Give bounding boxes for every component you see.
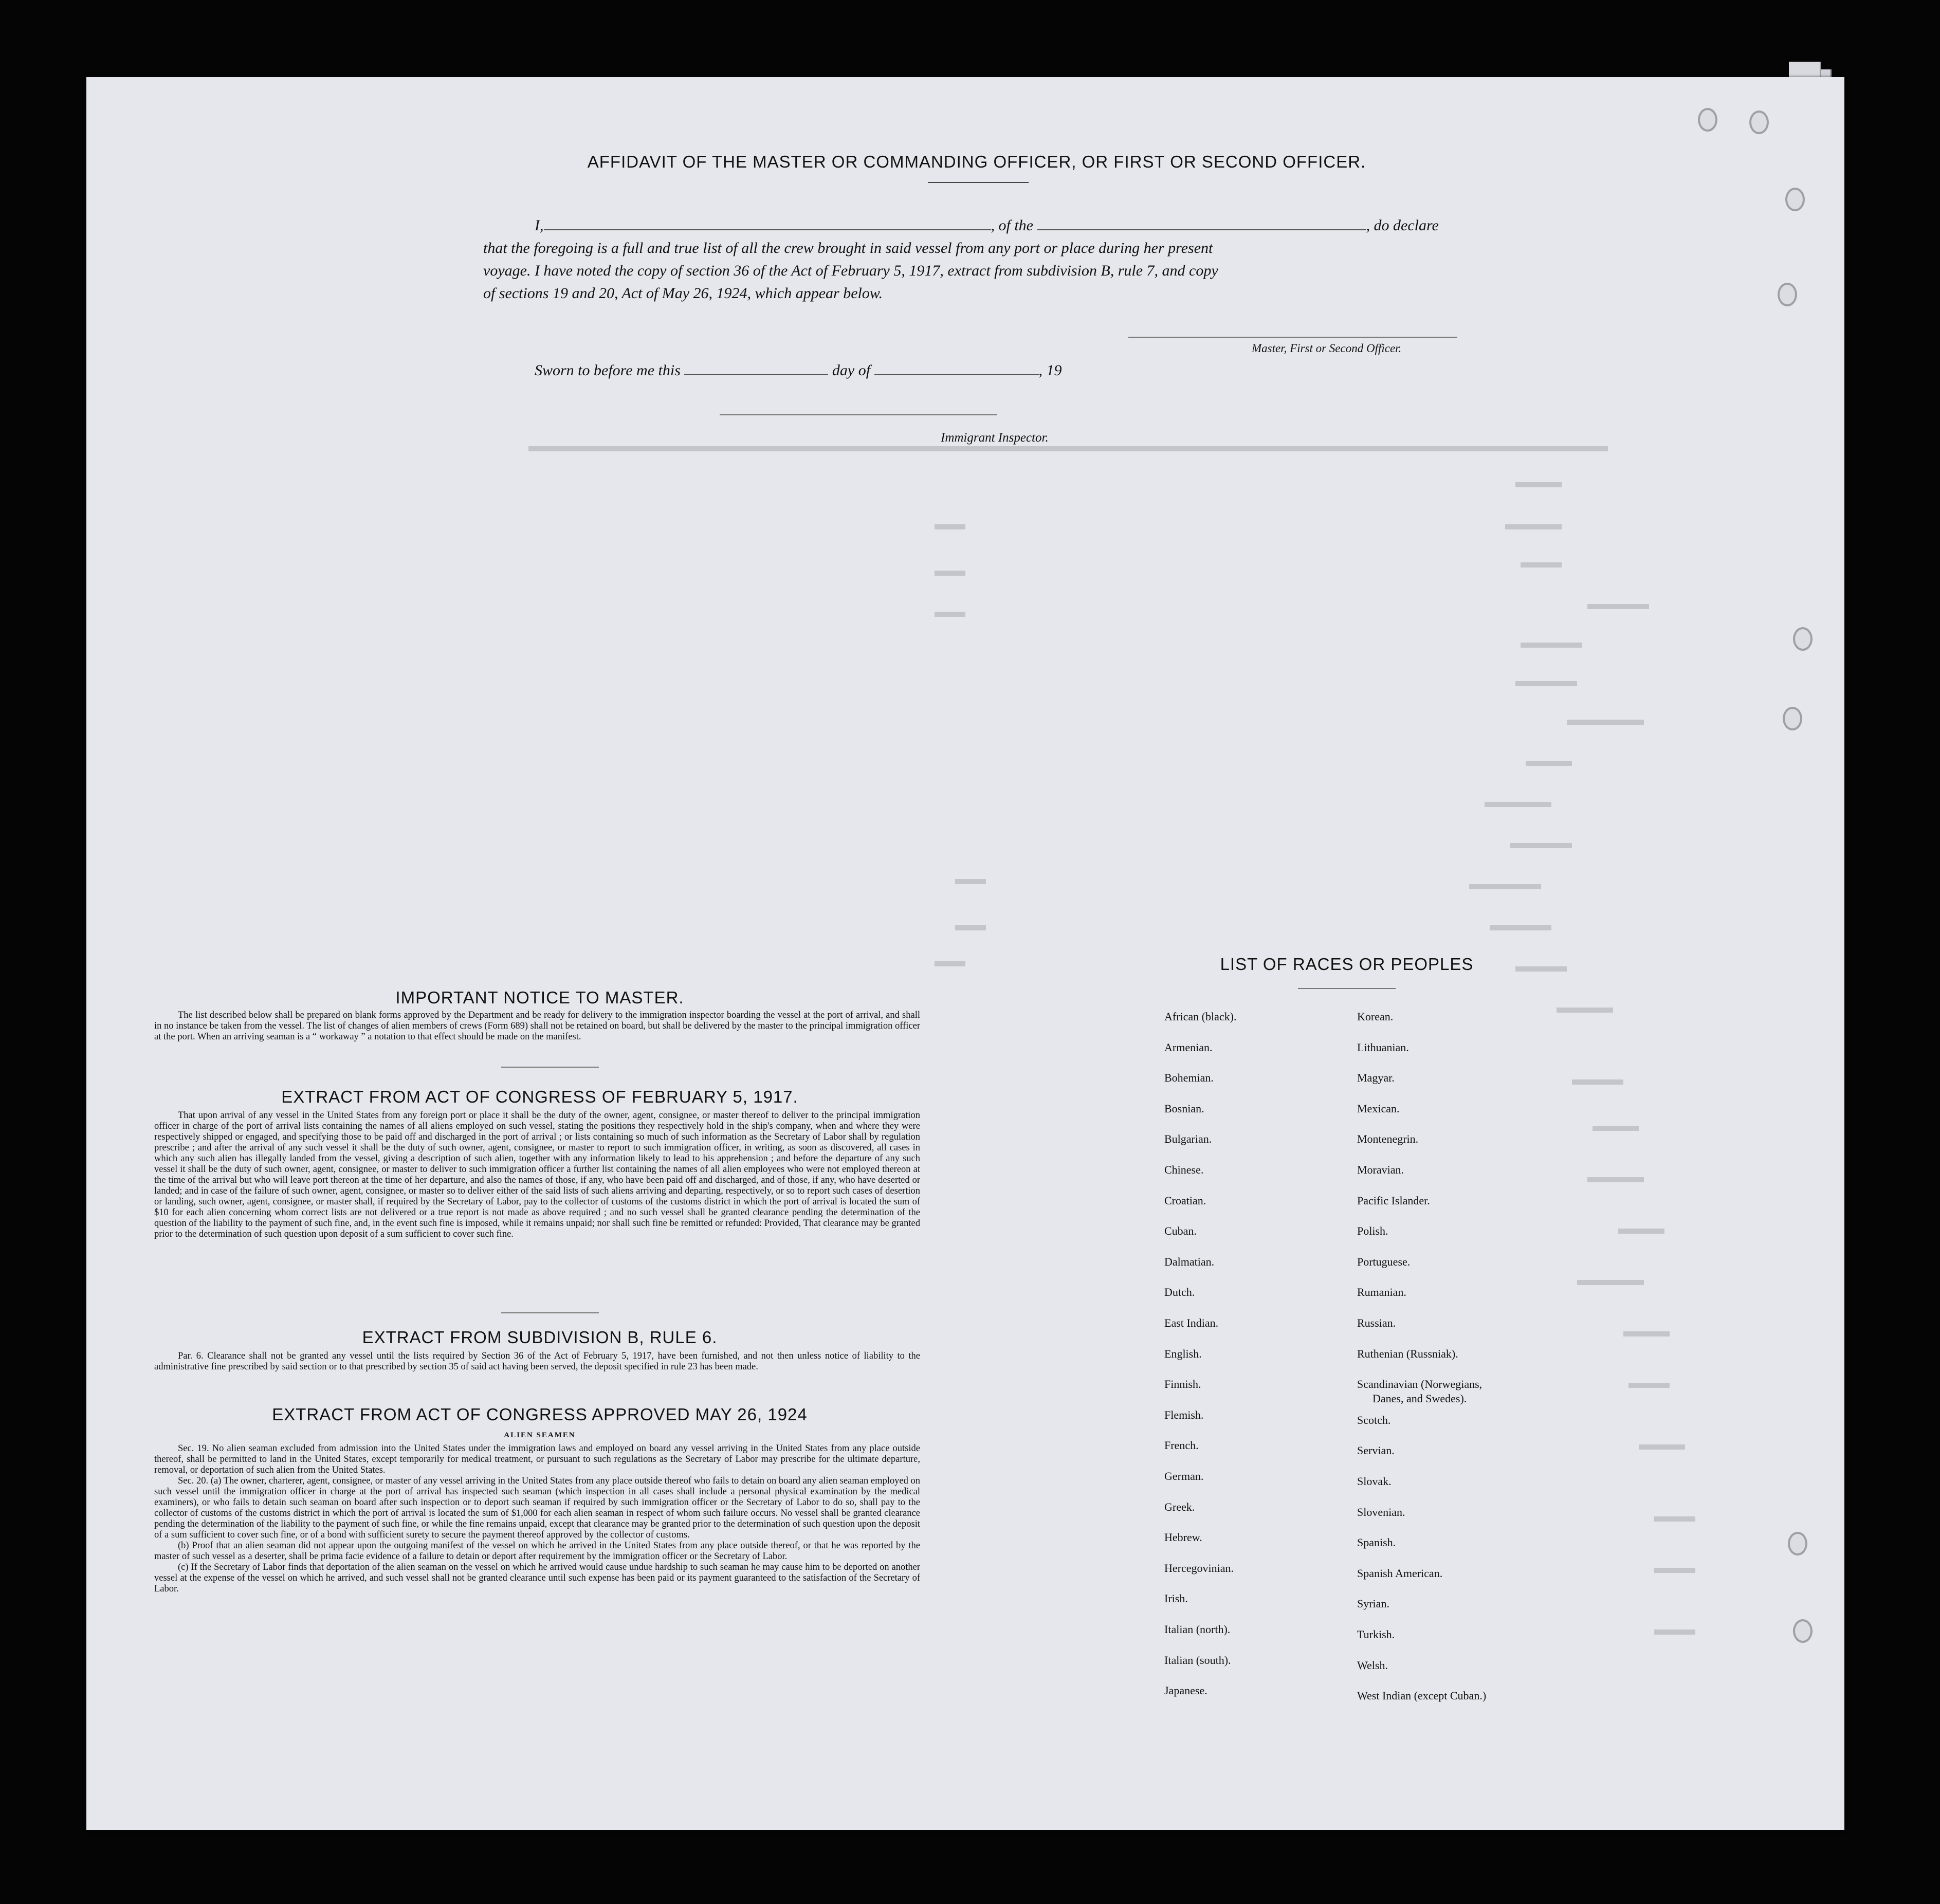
day-of-label: day of — [832, 362, 871, 379]
name-blank — [544, 216, 991, 230]
section-19-paragraph: Sec. 19. No alien seaman excluded from admission into the United States under the immigration laws and employed on board any vessel arriving in the United States from any place outside thereof, shall be permitted to land in the United States, except temporarily for medical treatment, or pursuant to such regulations as the Secretary of Labor may prescribe for the ultimate departure, removal, or deportation of such alien from the United States. — [154, 1443, 920, 1475]
section-20a-paragraph: Sec. 20. (a) The owner, charterer, agent, consignee, or master of any vessel arriving in the United States from any place outside thereof who fails to detain on board any alien seaman employed on such vessel until the immigration officer in charge at the port of arrival has inspected such seaman (which inspection in all cases shall include a personal physical examination by the medical examiners), or who fails to detain such seaman on board after such inspection or to deport such seaman if required by such immigration officer or the Secretary of Labor to do so, shall pay to the collector of customs of the customs district in which the port of arrival is located the sum of $1,000 for each alien seaman in respect of whom such failure occurs. No vessel shall be granted clearance pending the determination of the liability to the payment of such fine, or while the fine remains unpaid, except that clearance may be granted prior to the determination of such question upon the deposit of a sum sufficient to cover such fine, or of a bond with sufficient surety to secure the payment thereof approved by the collector of customs. — [154, 1476, 920, 1540]
race-item: Korean. — [1357, 1010, 1394, 1023]
extract-1924-title: EXTRACT FROM ACT OF CONGRESS APPROVED MAY 26, 1924 — [272, 1405, 808, 1424]
extract-rule6-text — [154, 1351, 920, 1372]
divider — [928, 182, 1029, 183]
day-blank — [684, 361, 828, 375]
i-label: I, — [535, 217, 544, 234]
binder-hole — [1698, 108, 1717, 132]
race-item: Chinese. — [1164, 1163, 1204, 1176]
section-36-paragraph: That upon arrival of any vessel in the United States from any foreign port or place it shall be the duty of the owner, agent, consignee, or master thereof to deliver to the principal immigration officer in charge of the port of arrival lists containing the names of all aliens employed on such vessel, stating the positions they respectively hold in the ship's company, when and where they were respectively shipped or engaged, and specifying those to be paid off and discharged in the port of arrival ; or lists containing so much of such information as the Secretary of Labor shall by regulation prescribe ; and after the arrival of any such vessel it shall be the duty of such owner, agent, consignee, or master to report to such immigration officer, in writing, as soon as discovered, all cases in which any such alien has illegally landed from the vessel, giving a description of such alien, together with any information likely to lead to his apprehension ; and before the departure of any such vessel it shall be the duty of such owner, agent, consignee, or master to deliver to such immigration officer a further list containing the names of all alien employees who were not employed thereon at the time of the arrival but who will leave port thereon at the time of her departure, and also the names of those, if any, who have been paid off and discharged, and of those, if any, who have deserted or landed; and in case of the failure of such owner, agent, consignee, or master so to deliver either of the said lists of such aliens arriving and departing, respectively, or so to report such cases of desertion or landing, such owner, agent, consignee, or master shall, if required by the Secretary of Labor, pay to the collector of customs of the customs district in which the port of arrival is located the sum of $10 for each alien concerning whom correct lists are not delivered or a true report is not made as above required ; and no such vessel shall be granted clearance pending the determination of the question of the liability to the payment of such fine, and, in the event such fine is imposed, while it remains unpaid; nor shall such fine be remitted or refunded: Provided, That clearance may be granted prior to the determination of such question upon deposit of a sum sufficient to cover such fine. — [154, 1110, 920, 1239]
binder-hole — [1783, 707, 1802, 730]
race-item: East Indian. — [1164, 1316, 1219, 1329]
month-blank — [874, 361, 1039, 375]
race-item: Slovenian. — [1357, 1505, 1405, 1518]
race-item: Japanese. — [1164, 1684, 1207, 1697]
race-item: Moravian. — [1357, 1163, 1404, 1176]
race-item: Portuguese. — [1357, 1255, 1411, 1268]
notice-title: IMPORTANT NOTICE TO MASTER. — [395, 988, 684, 1007]
signature-line — [1128, 337, 1457, 338]
notice-text — [154, 1010, 920, 1042]
race-item: Lithuanian. — [1357, 1040, 1409, 1054]
race-item: Spanish. — [1357, 1536, 1396, 1549]
section-20c-paragraph: (c) If the Secretary of Labor finds that deportation of the alien seaman on the vessel on which he arrived would cause undue hardship to such seaman he may cause him to be deported on another vessel at the expense of the vessel on which he arrived, and such vessel shall not be granted clearance until such expense has been paid or its payment guaranteed to the satisfaction of the Secretary of Labor. — [154, 1562, 920, 1594]
race-item: Pacific Islander. — [1357, 1194, 1430, 1207]
race-item: Welsh. — [1357, 1658, 1388, 1672]
race-item: Italian (north). — [1164, 1623, 1231, 1636]
race-item: French. — [1164, 1439, 1199, 1452]
race-item: Syrian. — [1357, 1597, 1389, 1610]
binder-hole — [1793, 627, 1813, 651]
extract-1917-title: EXTRACT FROM ACT OF CONGRESS OF FEBRUARY 5, 1917. — [281, 1087, 798, 1106]
race-item: Dalmatian. — [1164, 1255, 1215, 1268]
race-item: Spanish American. — [1357, 1566, 1443, 1580]
affidavit-title: AFFIDAVIT OF THE MASTER OR COMMANDING OFFICER, OR FIRST OR SECOND OFFICER. — [587, 152, 1366, 171]
race-item: Montenegrin. — [1357, 1132, 1419, 1146]
rule6-paragraph: Par. 6. Clearance shall not be granted any vessel until the lists required by Section 36 of the Act of February 5, 1917, have been furnished, and not then unless notice of liability to the administrative fine prescribed by said section or to that prescribed by section 35 of said act having been served, the deposit specified in rule 23 has been made. — [154, 1351, 920, 1372]
binder-hole — [1785, 188, 1805, 211]
binder-hole — [1749, 111, 1769, 134]
extract-1924-text — [154, 1443, 920, 1595]
race-item: Magyar. — [1357, 1071, 1395, 1085]
inspector-caption: Immigrant Inspector. — [941, 431, 1049, 445]
race-item: Italian (south). — [1164, 1653, 1231, 1667]
binder-hole — [1778, 283, 1797, 306]
divider — [1298, 988, 1396, 989]
extract-1917-text — [154, 1110, 920, 1240]
race-item: Scandinavian (Norwegians, — [1357, 1378, 1483, 1391]
race-item: Flemish. — [1164, 1408, 1204, 1421]
race-item: Servian. — [1357, 1444, 1395, 1457]
sworn-line — [535, 360, 1203, 381]
do-declare-label: , do declare — [1366, 217, 1439, 234]
race-item: English. — [1164, 1347, 1202, 1360]
race-item: Bulgarian. — [1164, 1132, 1212, 1146]
race-item-continuation: Danes, and Swedes). — [1372, 1392, 1467, 1405]
vessel-blank — [1037, 216, 1366, 230]
section-20b-paragraph: (b) Proof that an alien seaman did not appear upon the outgoing manifest of the vessel on which he arrived in the United States from any place outside thereof, or that he was reported by the master of such vessel as a deserter, shall be prima facie evidence of a failure to detain or deport after requirement by the immigration officer or the Secretary of Labor. — [154, 1541, 920, 1562]
year-label: , 19 — [1038, 362, 1062, 379]
race-item: Dutch. — [1164, 1286, 1195, 1299]
race-item: African (black). — [1164, 1010, 1237, 1023]
race-item: Hebrew. — [1164, 1531, 1202, 1544]
race-item: Bosnian. — [1164, 1102, 1204, 1115]
race-item: Slovak. — [1357, 1475, 1392, 1488]
affidavit-line-1 — [535, 215, 1475, 236]
extract-rule6-title: EXTRACT FROM SUBDIVISION B, RULE 6. — [362, 1328, 718, 1347]
affidavit-line-4: of sections 19 and 20, Act of May 26, 1924, which appear below. — [483, 285, 883, 302]
divider — [501, 1067, 599, 1068]
race-item: Finnish. — [1164, 1378, 1201, 1391]
affidavit-line-2: that the foregoing is a full and true list of all the crew brought in said vessel from any port or place during her present — [483, 240, 1213, 257]
race-item: Irish. — [1164, 1592, 1188, 1605]
affidavit-line-3: voyage. I have noted the copy of section 36 of the Act of February 5, 1917, extract from subdivision B, rule 7, and copy — [483, 262, 1218, 279]
race-item: Bohemian. — [1164, 1071, 1214, 1085]
inspector-signature-line — [720, 414, 997, 415]
race-item: Greek. — [1164, 1500, 1195, 1513]
master-signature-caption: Master, First or Second Officer. — [1252, 342, 1402, 355]
divider — [501, 1312, 599, 1313]
binder-hole — [1793, 1619, 1813, 1643]
sworn-label: Sworn to before me this — [535, 362, 681, 379]
race-item: Turkish. — [1357, 1628, 1395, 1641]
race-item: German. — [1164, 1470, 1204, 1482]
race-item: Polish. — [1357, 1224, 1388, 1238]
race-item: West Indian (except Cuban.) — [1357, 1689, 1487, 1702]
of-the-label: , of the — [991, 217, 1033, 234]
races-title: LIST OF RACES OR PEOPLES — [1220, 955, 1474, 974]
race-item: Russian. — [1357, 1316, 1396, 1329]
race-item: Ruthenian (Russniak). — [1357, 1347, 1458, 1360]
race-item: Rumanian. — [1357, 1286, 1406, 1299]
alien-seamen-subtitle: ALIEN SEAMEN — [504, 1431, 576, 1439]
binder-hole — [1788, 1532, 1807, 1555]
race-item: Croatian. — [1164, 1194, 1206, 1207]
race-item: Scotch. — [1357, 1413, 1391, 1426]
race-item: Mexican. — [1357, 1102, 1400, 1115]
race-item: Armenian. — [1164, 1040, 1213, 1054]
notice-paragraph: The list described below shall be prepared on blank forms approved by the Department and be ready for delivery to the immigration inspector boarding the vessel at the port of arrival, and shall in no instance be taken from the vessel. The list of changes of alien members of crews (Form 689) shall not be retained on board, but shall be delivered by the master to the principal immigration officer at the port. When an arriving seaman is a “ workaway ” a notation to that effect should be made on the manifest. — [154, 1010, 920, 1042]
race-item: Cuban. — [1164, 1224, 1197, 1238]
race-item: Hercegovinian. — [1164, 1561, 1234, 1575]
